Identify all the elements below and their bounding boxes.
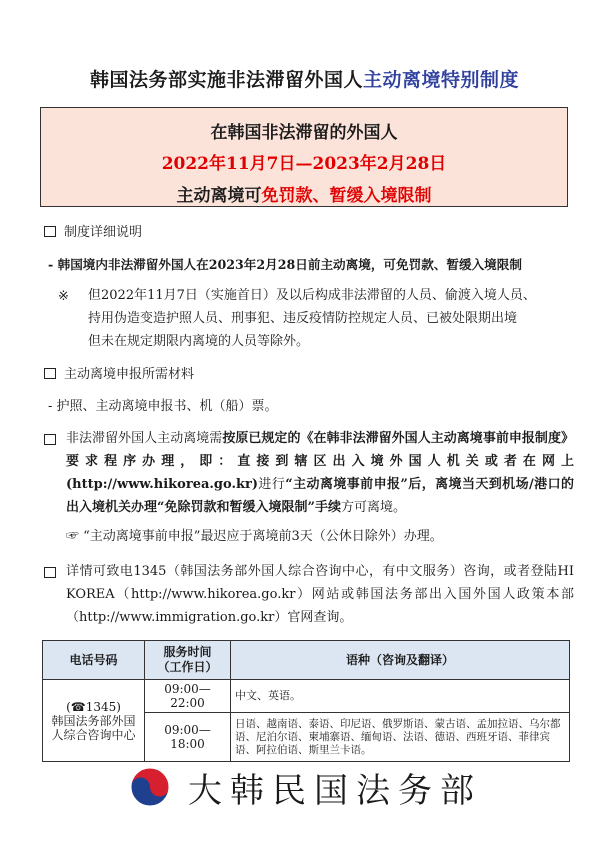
section2-heading <box>44 366 574 384</box>
highlight-banner <box>40 107 568 207</box>
title-part1: 韩国法务部实施非法滞留外国人 <box>89 69 363 91</box>
checkbox-square-icon <box>44 226 56 237</box>
section1-bullet: - 韩国境内非法滞留外国人在2023年2月28日前主动离境，可免罚款、暂缓入境限制 <box>48 257 522 272</box>
note-mark-icon: ※ <box>58 289 69 304</box>
note-line: 但未在规定期限内离境的人员等除外。 <box>88 334 310 349</box>
section3-note-text: “主动离境事前申报”最迟应于离境前3天（公休日除外）办理。 <box>83 529 443 544</box>
section3-note <box>66 528 596 546</box>
banner-dates: 2022年11月7日—2023年2月28日 <box>161 154 447 174</box>
banner-line3 <box>41 181 567 206</box>
pointing-hand-icon: ☞ <box>66 529 80 544</box>
checkbox-square-icon <box>44 368 56 379</box>
section3-text: 进行 <box>258 477 286 492</box>
footer-emblem <box>130 762 482 812</box>
checkbox-square-icon <box>44 434 56 445</box>
checkbox-square-icon <box>44 567 56 578</box>
header-languages: 语种（咨询及翻译） <box>231 641 570 680</box>
ministry-name: 大韩民国法务部 <box>188 770 482 811</box>
taegeuk-logo-icon <box>130 767 170 807</box>
title-part2: 主动离境特别制度 <box>363 69 520 91</box>
section3-text-bold: 按原已规定的《在韩非法滞留外国人主动离境事前申报制度》要求程序办理，即：直接到辖区出入境外国人机关或者在网上(http://www.hikorea.go.kr) <box>66 431 574 492</box>
table-row <box>43 680 570 713</box>
section1-heading <box>44 224 574 242</box>
section3-paragraph <box>66 427 574 519</box>
languages-cell: 日语、越南语、泰语、印尼语、俄罗斯语、蒙古语、孟加拉语、乌尔都语、尼泊尔语、柬埔寨语、缅甸语、法语、德语、西班牙语、菲律宾语、阿拉伯语、斯里兰卡语。 <box>231 713 570 762</box>
note-line: 但2022年11月7日（实施首日）及以后构成非法滞留的人员、偷渡入境人员、 <box>88 288 536 303</box>
phone-cell: (☎1345) 韩国法务部外国人综合咨询中心 <box>43 680 145 762</box>
section2-heading-text: 主动离境申报所需材料 <box>64 367 195 382</box>
note-line: 持用伪造变造护照人员、刑事犯、违反疫情防控规定人员、已被处限期出境 <box>88 311 518 326</box>
section3-text: 方可离境。 <box>340 500 406 515</box>
section3-text: 非法滞留外国人主动离境需 <box>66 431 223 446</box>
section3-text-bold: “主动离境事前申报” <box>285 477 408 492</box>
time-cell: 09:00—18:00 <box>145 713 231 762</box>
section1-note <box>88 284 578 353</box>
section4-paragraph: 详情可致电1345（韩国法务部外国人综合咨询中心，有中文服务）咨询，或者登陆HI KOREA（http://www.hikorea.go.kr）网站或韩国法务部出入国外国人政策本部（http://www.immigration.go.kr）官网查询。 <box>66 564 574 625</box>
section1-heading-text: 制度详细说明 <box>64 225 143 240</box>
page-title <box>0 65 609 92</box>
time-cell: 09:00—22:00 <box>145 680 231 713</box>
banner-line3-prefix: 主动离境可 <box>176 186 262 206</box>
banner-line3-benefit: 免罚款、暂缓入境限制 <box>261 186 432 206</box>
section3-text-bold: “免除罚款和暂缓入境限制”手续 <box>157 500 341 515</box>
languages-cell: 中文、英语。 <box>231 680 570 713</box>
header-phone: 电话号码 <box>43 641 145 680</box>
section3-text-bold: 后，离境当天到机场/港口的出入境机关办理 <box>66 477 574 515</box>
header-hours: 服务时间 （工作日） <box>145 641 231 680</box>
section2-bullet: - 护照、主动离境申报书、机（船）票。 <box>48 399 278 414</box>
table-header-row <box>43 641 570 680</box>
banner-line1: 在韩国非法滞留的外国人 <box>210 123 398 143</box>
contact-table <box>42 640 570 762</box>
